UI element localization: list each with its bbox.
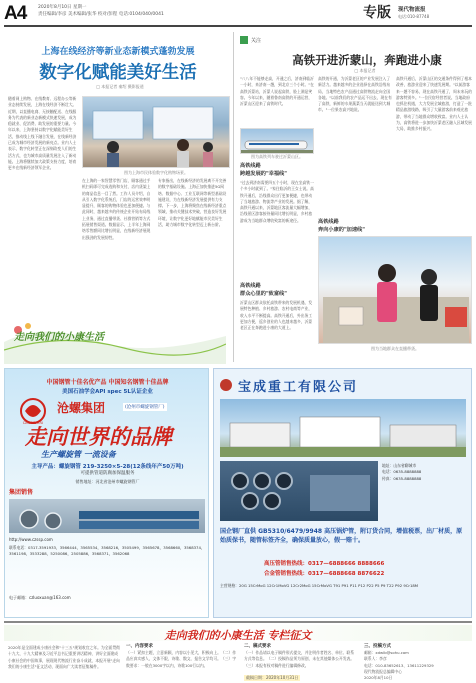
right-sub2-title: 奔向小康的"加速线" xyxy=(318,227,365,233)
essay-title: 走向我们的小康生活 专栏征文 xyxy=(164,629,312,642)
essay-banner xyxy=(4,625,472,641)
right-sub3-body: 沂蒙山区群众依托高铁带来的发展机遇，发展特色种植、乡村旅游、农村电商等产业，收入水平不断提高。高铁开通后，外出务工更加方便，返乡创业的人也越来越多，沂蒙老区正在奔跑进小康的大道上。 xyxy=(240,300,313,331)
right-sub2-body: 高铁的开通，为沂蒙老区的产业发展注入了新活力。越来越多的企业选择在高铁沿线布局，当地特色农产品通过高铁物流走向全国各地。"以前我们的农产品运不出去，现在有了高铁，新鲜的水果蔬菜当天就能送到大城市。"一位果农高兴地说。 xyxy=(318,76,392,113)
ad-left-slogan2: 生产螺旋管 一流设备 xyxy=(41,450,116,459)
left-article-photo xyxy=(82,96,230,168)
header-rule xyxy=(4,25,472,27)
train-icon xyxy=(241,129,314,154)
right-sub1-title: 跨越发展的"幸福线" xyxy=(240,171,287,177)
ad-left-website: http://www.czssp.com xyxy=(9,537,53,542)
ad-left-contacts: 联系电话：0317-3591933，3566444，3565534，3568216，3505499，3565678，3568660，3568374，3561198，3533288，5250086，2505886，3568371，3562068 xyxy=(9,545,205,557)
pipe-ends-icon xyxy=(220,461,378,521)
right-article-lead: "八八年不能够走高，开通之后，济南到临沂一小时，来济南一趟，到北京三个小时。"在高铁沂蒙站，沂蒙人说起高铁，脸上满是笑容。今年以来，随着鲁南高铁的开通运营，沂蒙山区迎来了高铁时代。 xyxy=(240,76,314,107)
right-col3-body: 高铁开通后，沂蒙山区的交通条件得到了根本改善，旅游业迎来了快速发展期。"以前游客来一趟不容易，现在高铁开通了，周末来玩的游客特别多。"一位民宿经营者说。当地政府也抓住机遇，大力发展全域旅游，打造了一批精品旅游线路，吸引了大量游客前来观光旅游，带动了当地群众增收致富。业内人士认为，高铁将进一步加快沂蒙老区融入区域发展大局，助推乡村振兴。 xyxy=(396,76,472,132)
pipes-icon xyxy=(9,499,205,533)
ad-right-line2-value: 0317—6888668 8876622 xyxy=(308,571,385,577)
essay-section3-title: 三、投稿方式 xyxy=(364,644,391,649)
left-article-headline: 数字化赋能美好生活 xyxy=(39,63,197,83)
ad-right-products: 国企钢厂直供 GB5310/6479/9948 高压锅炉管，附订货合同，增值税票，出厂材质，原始质保书，随管标签齐全，确保质量放心，假一赔十。 xyxy=(220,528,463,544)
left-article-photo-caption: 图为上海市民体验数字化购物场景。 xyxy=(124,170,188,175)
right-article-photo1 xyxy=(240,128,314,154)
factory-photo xyxy=(220,399,466,457)
ad-left-slogan: 走向世界的品牌 xyxy=(25,424,172,449)
left-article-byline: □ 本报记者 秦绍 摄影报道 xyxy=(96,84,144,89)
ad-left-sales: 销售地址：河北省沧州市螺旋钢管厂 xyxy=(75,479,140,484)
photo-scene-icon xyxy=(83,97,230,168)
header-meta xyxy=(38,4,178,18)
ad-right-line2-label: 合金管销售热线： xyxy=(264,571,309,577)
ad-left-email: 电子邮箱：czluoxuan@163.com xyxy=(9,595,71,600)
factory-buildings-icon xyxy=(220,399,466,457)
essay-section1-body: （一）紧扣主题，立意新颖，内容以小见大，积极向上。（二）作品应真实感人，文体不限，诗歌、散文、报告文学均可。（三）字数要求：一般在3000字以内，诗歌100行以内。 xyxy=(126,650,237,668)
right-article-photo1-caption: 图为高铁列车驶过沂蒙山区。 xyxy=(251,154,303,159)
essay-section2-title: 二、稿式要求 xyxy=(244,644,271,649)
ad-baocheng xyxy=(213,368,472,618)
right-sub2-label: 高铁线路 xyxy=(318,219,339,225)
ad-right-footer: 主营规格：20G 15CrMoG 12Cr1MoVG 12Cr2MoG 15CrMoVG T91 P91 P11 P12 P22 P5 P9 T22 P92 9Cr18M xyxy=(220,583,419,588)
right-article-photo2 xyxy=(318,236,472,344)
ad-right-line2 xyxy=(264,569,384,577)
left-banner-text: 走向我们的小康生活 xyxy=(14,332,104,343)
essay-section3-body: 邮箱：xdwlb@sohu.com 联系人：李彦 电话：010-83652613、13611229329 现代物流报总编辑中心 2020年8月10日 xyxy=(364,650,434,681)
right-article-byline: □ 本报记者 xyxy=(354,68,376,73)
left-article-col2: 在上海的一家智慧零售门店，顾客通过手机扫码即可完成选购和支付，店内货架上的商品信息一目了然。工作人员介绍，自从引入数字化系统后，门店的运营效率明显提升，顾客的购物体验也更加便捷。与此同时，越来越多的传统企业开始布局线上业务，通过直播带货、社群营销等方式拓展销售渠道。数据显示，上半年上海网络零售额同比增长明显，在线新经济展现出强劲的发展韧性。 xyxy=(82,178,151,240)
essay-section1-title: 一、内容要求 xyxy=(126,644,153,649)
ad-right-header xyxy=(220,375,466,395)
right-article-headline: 高铁开进沂蒙山，奔跑进小康 xyxy=(292,53,442,67)
section-title: 专版 xyxy=(363,5,391,21)
right-sub3-title: 群众心里的"致富线" xyxy=(240,291,287,297)
ad-left-group: 集团销售 xyxy=(9,489,34,496)
right-article-tag-label: 关注 xyxy=(251,37,262,44)
header-date: 2020年8月10日 星期一 xyxy=(38,5,87,10)
paper-contact: 电话:010-87748 xyxy=(398,14,430,19)
ad-right-line1-value: 0317—6888666 8888666 xyxy=(308,561,385,567)
ad-left-spec2: 可提供管道防腐加保温服务 xyxy=(80,471,135,476)
column-divider xyxy=(233,32,234,362)
right-sub3-label: 高铁线路 xyxy=(240,283,261,289)
left-article-kicker: 上海在线经济等新业态新模式蓬勃发展 xyxy=(41,47,195,57)
right-article-tag xyxy=(240,36,261,44)
logo-text: CANGZHOU xyxy=(22,421,44,425)
ad-right-line1-label: 高压管销售热线： xyxy=(264,561,309,567)
ad-right-contact-block: 地址：山东省聊城市 电话：0635-8888888 传真：0635-8888888 xyxy=(382,463,422,481)
tag-square-icon xyxy=(240,36,248,44)
ad-left-tagline: 中国钢管十佳名优产品 中国知名钢管十佳品牌 xyxy=(46,379,169,386)
ad-left-company: 沧螺集团 xyxy=(57,401,106,415)
essay-section2-body: （一）作品请以电子稿件形式提交，并注明作者姓名、单位、联系方式等信息。（二）投稿作品须为原创，未在其他媒体公开发表。（三）本报有权对稿件进行编辑修改。 xyxy=(244,650,355,668)
ad-left-cert: 美国石油学会API spec 5L认证企业 xyxy=(62,389,153,395)
essay-call-section xyxy=(4,621,472,681)
left-article-col3: 专家指出，在线新经济的发展离不开完善的数字基础设施。上海正加快推进5G网络、数据中心、工业互联网等新型基础设施建设，为在线新经济发展提供有力支撑。下一步，上海将聚焦在线新经济重点领域，推动关键技术突破，营造良好发展环境，让数字化更好地赋能市民美好生活，助力城市数字化转型迈上新台阶。 xyxy=(158,178,227,228)
pipe-factory-photo xyxy=(9,499,205,533)
page-number: A4 xyxy=(4,3,27,24)
baocheng-logo-icon xyxy=(220,379,232,391)
people-scene-icon xyxy=(319,237,472,344)
ad-right-company: 宝成重工有限公司 xyxy=(238,379,359,395)
left-banner xyxy=(4,312,226,364)
ad-cangluo xyxy=(4,368,209,618)
right-sub1-body: "过去到济南需要四五个小时，现在坐高铁一个多小时就到了。"家住临沂的王女士说。高铁开通后，沿线群众出行更加便捷，也带动了当地旅游、物流等产业的发展。据了解，高铁开通以来，沂蒙地区客流量大幅增加，沿线景区游客接待量同比增长明显，乡村旅游成为当地群众增收致富的新途径。 xyxy=(240,180,314,223)
ad-left-spec: 主导产品：螺旋钢管 219-3250×5-28(12条线年产50万吨) xyxy=(31,464,184,470)
paper-name: 现代物流报 xyxy=(398,7,426,13)
ad-left-company-note: (沧州市螺旋钢管厂) xyxy=(125,405,165,410)
essay-intro: 2020年是全面建成小康社会和"十三五"规划收官之年。为全面贯彻十九大、十九大精神及习近平总书记重要讲话精神，讲好全面建成小康社会的中国故事，展现现代物流行业奋斗成就，本报开展"走向我们的小康生活"征文活动，现面向广大读者征集稿件。 xyxy=(8,645,120,669)
pipe-stock-photo xyxy=(220,461,378,521)
header-editors: 责任编辑/李彦 美术编辑/张华 校对/彭程 电话:0104/040/0041 xyxy=(38,12,164,17)
left-article-col1: 随着网上购物、在线教育、远程办公等新业态持续发展，上海在线经济不断壮大。近期，以直播电商、无接触配送、在线服务为代表的新业态新模式快速发展，成为稳就业、促消费、助发展的重要力量。今年以来，上海坚持以数字化赋能美好生活，推动线上线下融合发展，在线新经济已成为城市经济发展的新亮点。业内人士表示，数字化转型正在深刻改变人们的生活方式，也为城市高质量发展注入了新动能。上海将继续加大政策支持力度，培育更多在线新经济领军企业。 xyxy=(8,96,77,171)
ad-right-line1 xyxy=(264,559,384,567)
essay-deadline: 截稿日期：2020年10月31日 xyxy=(246,675,299,680)
right-article-photo2-caption: 图为当地群众在直播带货。 xyxy=(371,346,419,351)
right-sub1-label: 高铁线路 xyxy=(240,163,261,169)
